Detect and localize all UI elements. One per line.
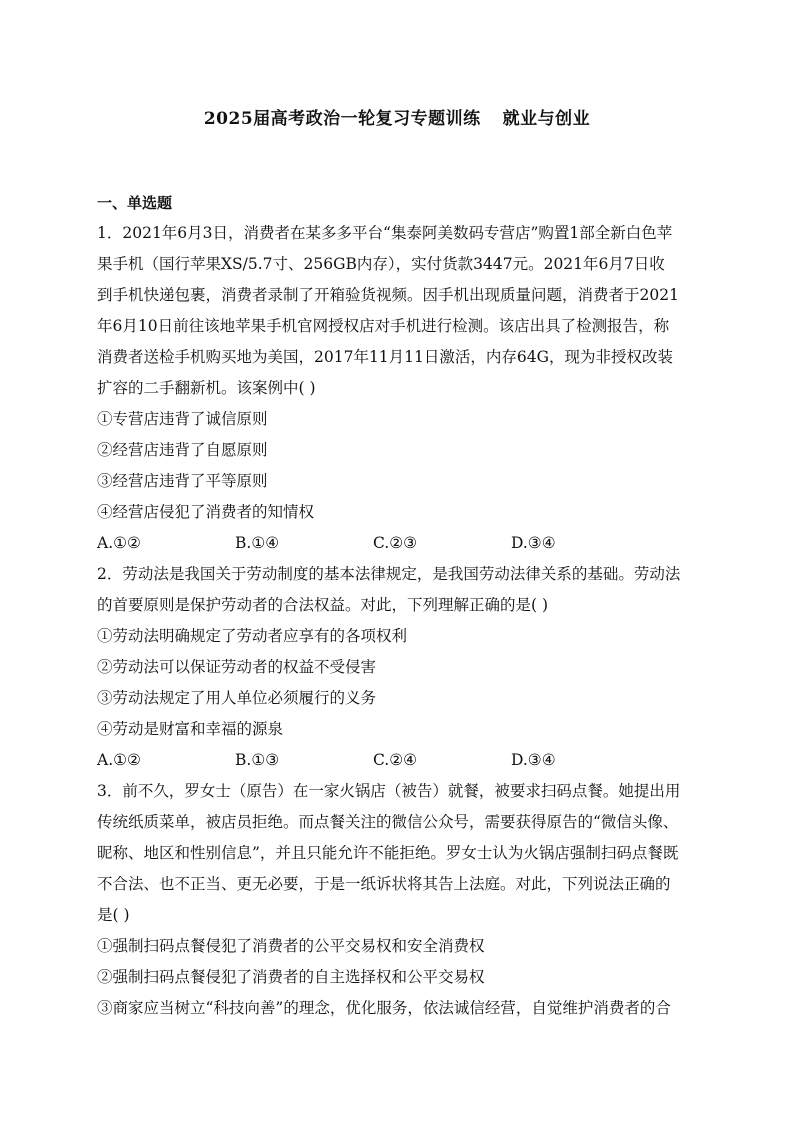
question-text-line: 不合法、也不正当、更无必要，于是一纸诉状将其告上法庭。对此，下列说法正确的 bbox=[97, 875, 671, 893]
question-text-line: 的首要原则是保护劳动者的合法权益。对此，下列理解正确的是( ) bbox=[97, 596, 549, 614]
statement-option: ④劳动是财富和幸福的源泉 bbox=[97, 720, 284, 738]
question-text-line: 消费者送检手机购买地为美国，2017年11月11日激活，内存64G，现为非授权改装 bbox=[97, 348, 673, 366]
question-text-line: 传统纸质菜单，被店员拒绝。而点餐关注的微信公众号，需要获得原告的“微信头像、 bbox=[97, 813, 679, 831]
statement-option: ④经营店侵犯了消费者的知情权 bbox=[97, 503, 315, 521]
question-1 bbox=[97, 218, 697, 559]
question-text-line: 是( ) bbox=[97, 906, 130, 924]
statement-option: ②经营店违背了自愿原则 bbox=[97, 441, 268, 459]
statement-option: ③经营店违背了平等原则 bbox=[97, 472, 268, 490]
document-body bbox=[97, 192, 697, 1024]
answer-choice-d: D.③④ bbox=[511, 751, 556, 769]
statement-option: ①劳动法明确规定了劳动者应享有的各项权利 bbox=[97, 627, 408, 645]
title-sub: 就业与创业 bbox=[502, 109, 591, 129]
statement-option: ①专营店违背了诚信原则 bbox=[97, 410, 268, 428]
section-heading: 一、单选题 bbox=[97, 194, 173, 212]
statement-option: ③劳动法规定了用人单位必须履行的义务 bbox=[97, 689, 377, 707]
answer-choice-c: C.②④ bbox=[373, 751, 418, 769]
question-2 bbox=[97, 559, 697, 776]
answer-choices bbox=[97, 528, 697, 559]
statement-option: ①强制扫码点餐侵犯了消费者的公平交易权和安全消费权 bbox=[97, 937, 485, 955]
document-title bbox=[0, 104, 794, 129]
question-text-line: 年6月10日前往该地苹果手机官网授权店对手机进行检测。该店出具了检测报告，称 bbox=[97, 317, 670, 335]
question-text-line: 3．前不久，罗女士（原告）在一家火锅店（被告）就餐，被要求扫码点餐。她提出用 bbox=[97, 782, 681, 800]
statement-option: ③商家应当树立“科技向善”的理念，优化服务，依法诚信经营，自觉维护消费者的合 bbox=[97, 999, 671, 1017]
answer-choice-c: C.②③ bbox=[373, 534, 418, 552]
title-main: 2025届高考政治一轮复习专题训练 bbox=[203, 109, 481, 129]
question-text-line: 昵称、地区和性别信息”，并且只能允许不能拒绝。罗女士认为火锅店强制扫码点餐既 bbox=[97, 844, 679, 862]
question-text-line: 2．劳动法是我国关于劳动制度的基本法律规定，是我国劳动法律关系的基础。劳动法 bbox=[97, 565, 681, 583]
answer-choice-b: B.①④ bbox=[235, 534, 280, 552]
question-3 bbox=[97, 776, 697, 1024]
answer-choice-d: D.③④ bbox=[511, 534, 556, 552]
answer-choice-a: A.①② bbox=[97, 751, 141, 769]
question-text-line: 果手机（国行苹果XS/5.7寸、256GB内存），实付货款3447元。2021年6月7日收 bbox=[97, 255, 665, 273]
statement-option: ②劳动法可以保证劳动者的权益不受侵害 bbox=[97, 658, 377, 676]
question-text-line: 1．2021年6月3日，消费者在某多多平台“集泰阿美数码专营店”购置1部全新白色苹 bbox=[97, 224, 673, 242]
question-text-line: 扩容的二手翻新机。该案例中( ) bbox=[97, 379, 316, 397]
answer-choice-a: A.①② bbox=[97, 534, 141, 552]
answer-choices bbox=[97, 745, 697, 776]
question-text-line: 到手机快递包裹，消费者录制了开箱验货视频。因手机出现质量问题，消费者于2021 bbox=[97, 286, 679, 304]
answer-choice-b: B.①③ bbox=[235, 751, 280, 769]
statement-option: ②强制扫码点餐侵犯了消费者的自主选择权和公平交易权 bbox=[97, 968, 485, 986]
